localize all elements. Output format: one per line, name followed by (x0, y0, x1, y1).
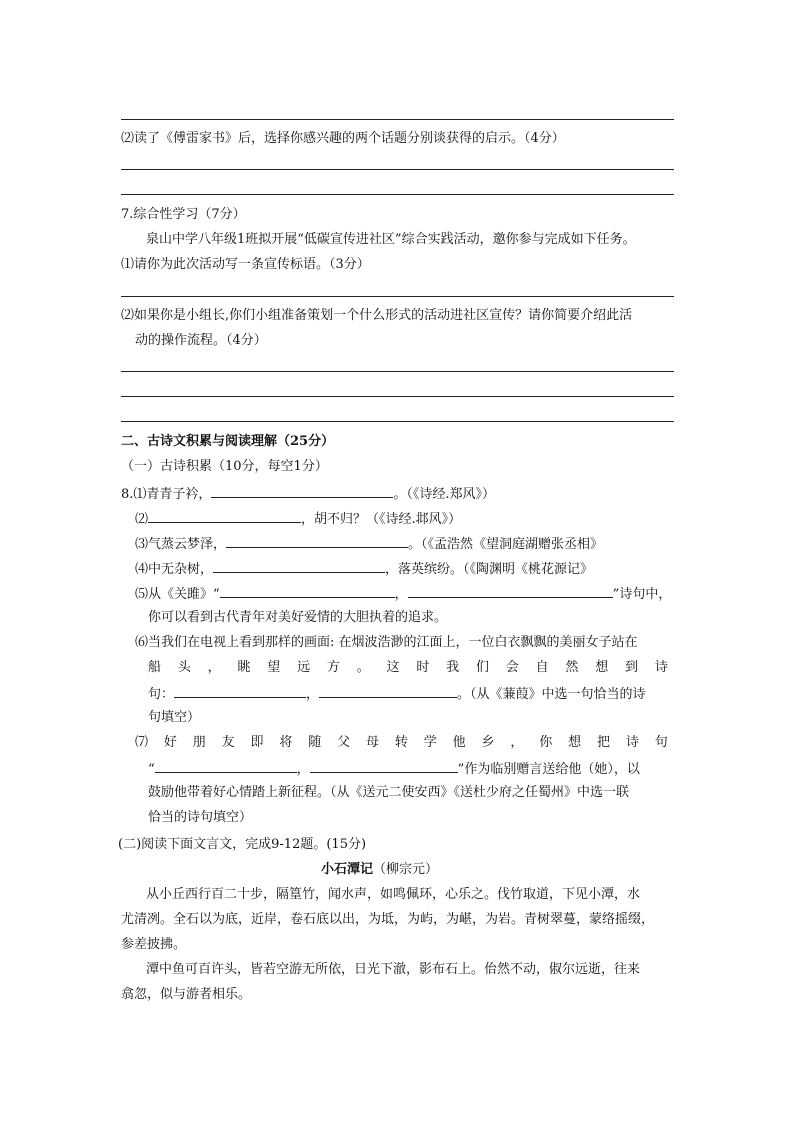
answer-line[interactable] (121, 169, 674, 170)
q8-7-line2 (148, 759, 640, 779)
spread-char: 这 (386, 660, 400, 675)
q8-4-source: ，落英缤纷。（《陶渊明《桃花源记》 (385, 562, 594, 577)
blank-field[interactable] (148, 509, 301, 523)
spread-char: 转 (394, 735, 408, 750)
spread-char: 会 (505, 660, 519, 675)
answer-line[interactable] (121, 296, 674, 297)
spread-char: 们 (475, 660, 489, 675)
question-7-intro: 泉山中学八年级1班拟开展“低碳宣传进社区”综合实践活动，邀你参与完成如下任务。 (146, 232, 636, 247)
answer-line[interactable] (121, 119, 674, 120)
q8-line-3 (135, 534, 603, 554)
blank-field[interactable] (319, 684, 457, 698)
spread-char: 诗 (625, 735, 639, 750)
spread-char: 好 (163, 735, 177, 750)
q8-6-line2 (148, 659, 668, 677)
q8-7-line4: 恰当的诗句填空） (148, 810, 253, 825)
q8-2-text: ⑵ (135, 512, 149, 527)
spread-char: 方 (326, 660, 340, 675)
q8-3-source: 。（《孟浩然《望洞庭湖赠张丞相》 (408, 537, 604, 552)
blank-field[interactable] (310, 759, 458, 773)
comma: ， (296, 762, 310, 777)
q8-1-text: 8.⑴青青子衿， (121, 487, 212, 502)
blank-field[interactable] (408, 584, 613, 598)
essay-p1-line1: 从小丘西行百二十步，隔篁竹，闻水声，如鸣佩环，心乐之。伐竹取道，下见小潭，水 (146, 887, 641, 902)
q8-4-text: ⑷中无杂树， (135, 562, 214, 577)
answer-line[interactable] (121, 421, 674, 422)
q8-6-line3 (148, 684, 646, 704)
blank-field[interactable] (226, 534, 408, 548)
spread-char: 然 (565, 660, 579, 675)
q8-7-line1 (135, 734, 668, 752)
q8-5-text: ⑸从《关雎》“ (135, 587, 220, 602)
spread-char: 乡 (481, 735, 495, 750)
q8-line-2 (135, 509, 461, 529)
essay-title-line (321, 861, 438, 879)
q8-7-tail: ”作为临别赠言送给他（她），以 (457, 762, 640, 777)
question-7-heading: 7.综合性学习（7分） (121, 207, 246, 222)
q8-3-text: ⑶气蒸云梦泽， (135, 537, 227, 552)
spread-char: 船 (148, 660, 162, 675)
answer-line[interactable] (121, 371, 674, 372)
spread-char: 我 (446, 660, 460, 675)
spread-char: 头 (177, 660, 191, 675)
blank-field[interactable] (213, 559, 385, 573)
q8-1-source: 。（《诗经.郑风》） (393, 487, 496, 502)
spread-char: 到 (625, 660, 639, 675)
spread-char: 他 (452, 735, 466, 750)
spread-char: 随 (308, 735, 322, 750)
spread-char: 眺 (237, 660, 251, 675)
essay-title: 小石潭记 (321, 862, 374, 877)
blank-field[interactable] (220, 584, 395, 598)
spread-char: 想 (595, 660, 609, 675)
question-7-1: ⑴请你为此次活动写一条宣传标语。（3分） (121, 257, 370, 272)
spread-char: 学 (423, 735, 437, 750)
q8-6-source: 。（从《蒹葭》中选一句恰当的诗 (457, 687, 646, 702)
spread-char: 把 (597, 735, 611, 750)
spread-char: 友 (221, 735, 235, 750)
question-7-2-line2: 动的操作流程。（4分） (135, 333, 267, 348)
spread-char: 。 (356, 660, 370, 675)
part-2-heading: (二)阅读下面文言文，完成9-12题。(15分) (118, 837, 367, 852)
open-quote: “ (148, 762, 155, 777)
blank-field[interactable] (211, 484, 393, 498)
comma: ， (394, 587, 408, 602)
q8-2-source: ，胡不归？（《诗经.邶风》） (301, 512, 462, 527)
q8-5-continued: 你可以看到古代青年对美好爱情的大胆执着的追求。 (148, 610, 448, 625)
q8-6-line1: ⑹当我们在电视上看到那样的画面: 在烟波浩渺的江面上，一位白衣飘飘的美丽女子站在 (135, 635, 638, 650)
spread-char: 远 (297, 660, 311, 675)
essay-p2-line2: 翕忽，似与游者相乐。 (121, 987, 252, 1002)
essay-author: （柳宗元） (373, 862, 439, 877)
spread-char: 望 (267, 660, 281, 675)
spread-char: 父 (337, 735, 351, 750)
section-2-heading: 二、古诗文积累与阅读理解（25分） (121, 434, 335, 449)
essay-p1-line3: 参差披拂。 (121, 937, 187, 952)
q8-7-line3: 鼓励他带着好心情踏上新征程。（从《送元二使安西》《送杜少府之任蜀州》中选一联 (148, 785, 630, 800)
spread-char: 朋 (192, 735, 206, 750)
spread-char: 自 (535, 660, 549, 675)
spread-char: 你 (539, 735, 553, 750)
question-6-2: ⑵读了《傅雷家书》后，选择你感兴趣的两个话题分别谈获得的启示。（4分） (121, 131, 565, 146)
q8-6-label: 句： (148, 687, 175, 702)
spread-char: 即 (250, 735, 264, 750)
spread-char: 句 (654, 735, 668, 750)
q8-line-4 (135, 559, 593, 579)
blank-field[interactable] (155, 759, 297, 773)
part-1-heading: （一）古诗积累（10分，每空1分） (121, 459, 328, 474)
question-7-2-line1: ⑵如果你是小组长,你们小组准备策划一个什么形式的活动进社区宣传？请你简要介绍此活 (121, 308, 633, 323)
q8-line-1 (121, 484, 495, 504)
comma: ， (306, 687, 320, 702)
spread-char: 母 (366, 735, 380, 750)
essay-p1-line2: 尤清冽。全石以为底，近岸，卷石底以出，为坻，为屿，为嵁，为岩。青树翠蔓，蒙络摇缀， (121, 912, 655, 927)
blank-field[interactable] (174, 684, 306, 698)
spread-char: 诗 (654, 660, 668, 675)
answer-line[interactable] (121, 194, 674, 195)
spread-char: ⑺ (135, 735, 149, 750)
q8-line-5 (135, 584, 671, 604)
spread-char: ， (207, 660, 221, 675)
spread-char: ， (510, 735, 524, 750)
spread-char: 将 (279, 735, 293, 750)
q8-6-line4: 句填空） (148, 710, 201, 725)
essay-p2-line1: 潭中鱼可百许头，皆若空游无所依，日光下澈，影布石上。佁然不动，俶尔远逝，往来 (146, 962, 641, 977)
answer-line[interactable] (121, 396, 674, 397)
spread-char: 时 (416, 660, 430, 675)
spread-char: 想 (568, 735, 582, 750)
q8-5-tail: ”诗句中， (612, 587, 672, 602)
